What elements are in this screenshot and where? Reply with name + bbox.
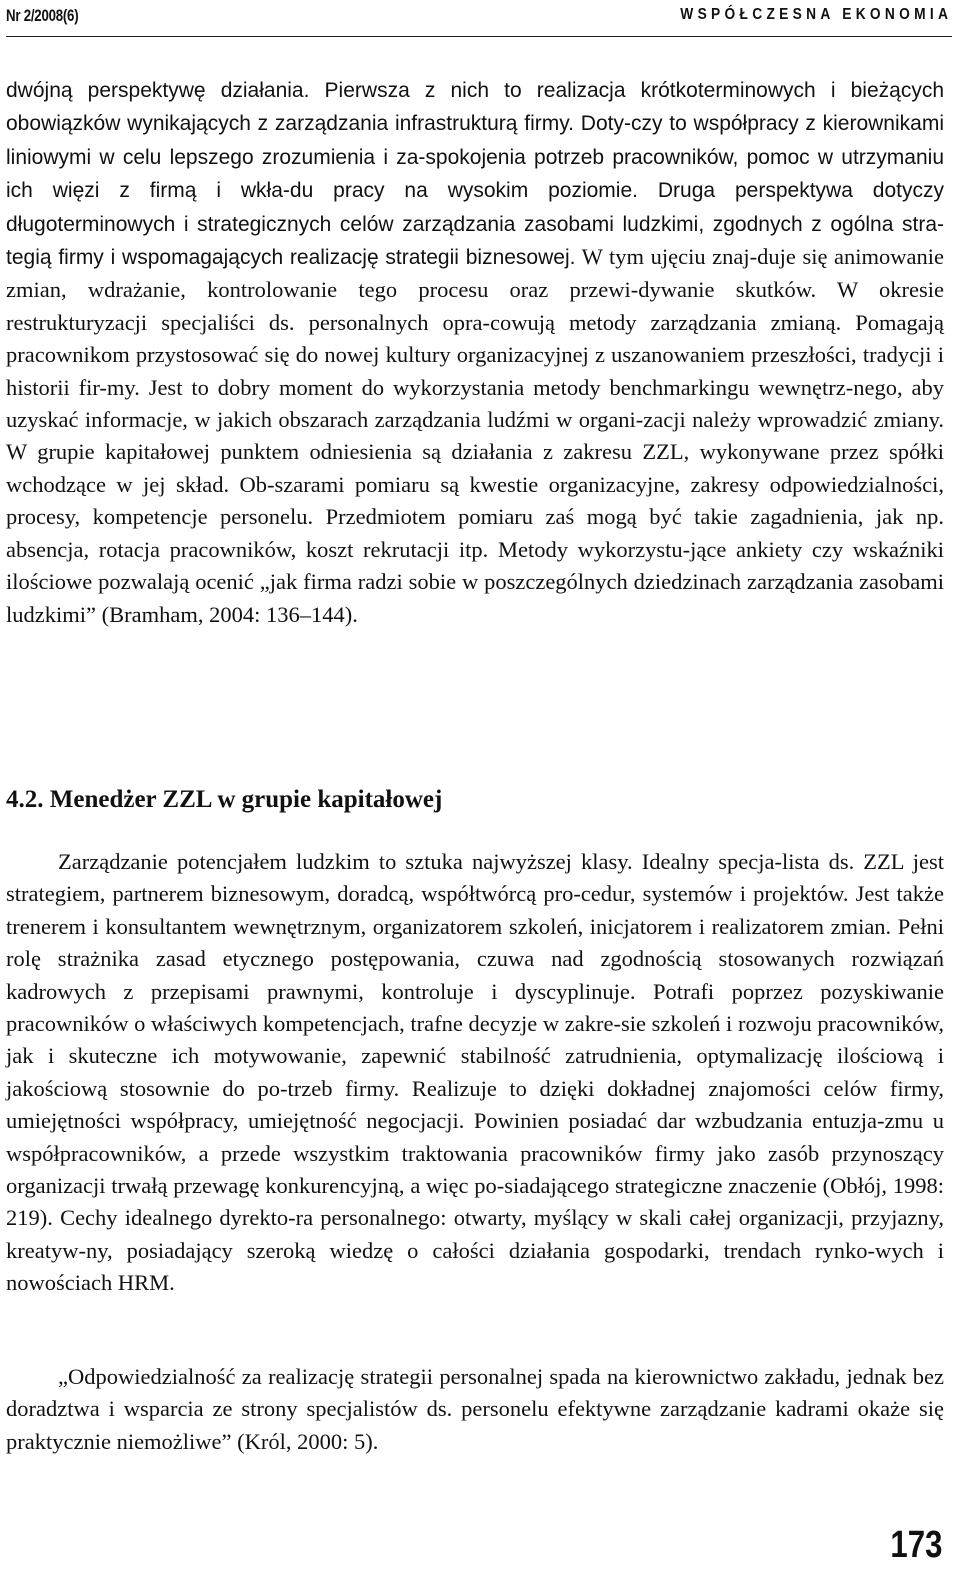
paragraph-2: Zarządzanie potencjałem ludzkim to sztuka najwyższej klasy. Idealny specja-lista ds. ZZL jest strategiem, partnerem biznesowym, doradcą, współtwórcą pro-cedur, systemów i projektów. Jest także trenerem i konsultantem wewnętrznym, organizatorem szkoleń, inicjatorem i realizatorem zmian. Pełni rolę strażnika zasad etycznego postępowania, czuwa nad zgodnością stosowanych rozwiązań kadrowych z przepisami prawnymi, kontroluje i dyscyplinuje. Potrafi poprzez pozyskiwanie pracowników o właściwych kompetencjach, trafne decyzje w zakre-sie szkoleń i rozwoju pracowników, jak i skuteczne ich motywowanie, zapewnić stabilność zatrudnienia, optymalizację ilościową i jakościową stosownie do po-trzeb firmy. Realizuje to dzięki dokładnej znajomości celów firmy, umiejętności współpracy, umiejętność negocjacji. Powinien posiadać dar wzbudzania entuzja-zmu u współpracowników, a przede wszystkim traktowania pracowników firmy jako zasób przynoszący organizacji trwałą przewagę konkurencyjną, a więc po-siadającego strategiczne znaczenie (Obłój, 1998: 219). Cechy idealnego dyrekto-ra personalnego: otwarty, myślący w skali całej organizacji, przyjazny, kreatyw-ny, posiadający szeroką wiedzę o całości działania gospodarki, trendach rynko-wych i nowościach HRM. (6, 849, 944, 1296)
paragraph-1-rest: W tym ujęciu znaj-duje się animowanie zmian, wdrażanie, kontrolowanie tego procesu oraz przewi-dywanie skutków. W okresie restrukturyzacji specjaliści ds. personalnych opra-cowują metody zarządzania zmianą. Pomagają pracownikom przystosować się do nowej kultury organizacyjnej z uszanowaniem przeszłości, tradycji i historii fir-my. Jest to dobry moment do wykorzystania metody benchmarkingu wewnętrz-nego, aby uzyskać informacje, w jakich obszarach zarządzania ludźmi w organi-zacji należy wprowadzić zmiany. W grupie kapitałowej punktem odniesienia są działania z zakresu ZZL, wykonywane przez spółki wchodzące w jej skład. Ob-szarami pomiaru są kwestie organizacyjne, zakresy odpowiedzialności, procesy, kompetencje personelu. Przedmiotem pomiaru zaś mogą być takie zagadnienia, jak np. absencja, rotacja pracowników, koszt rekrutacji itp. Metody wykorzystu-jące ankiety czy wskaźniki ilościowe pozwalają ocenić „jak firma radzi sobie w poszczególnych dziedzinach zarządzania zasobami ludzkimi” (Bramham, 2004: 136–144). (6, 244, 944, 627)
journal-issue: Nr 2/2008(6) (6, 6, 79, 25)
paragraph-1 (6, 74, 944, 631)
journal-name: WSPÓŁCZESNA EKONOMIA (679, 6, 952, 23)
section-heading: 4.2. Menedżer ZZL w grupie kapitałowej (6, 786, 443, 813)
paragraph-1-lead: dwójną perspektywę działania. Pierwsza z nich to realizacja krótkoterminowych i bieżących obowiązków wynikających z zarządzania infrastrukturą firmy. Doty-czy to współpracy z kierownikami liniowymi w celu lepszego zrozumienia i za-spokojenia potrzeb pracowników, pomoc w utrzymaniu ich więzi z firmą i wkła-du pracy na wysokim poziomie. Druga perspektywa dotyczy długoterminowych i strategicznych celów zarządzania zasobami ludzkimi, zgodnych z ogólna stra-tegią firmy i wspomagających realizację strategii biznesowej. (6, 79, 944, 270)
paragraph-3: „Odpowiedzialność za realizację strategii personalnej spada na kierownictwo zakładu, jednak bez doradztwa i wsparcia ze strony specjalistów ds. personelu efektywne zarządzanie kadrami okaże się praktycznie niemożliwe” (Król, 2000: 5). (6, 1364, 944, 1454)
header-rule (6, 36, 952, 37)
running-header (6, 2, 952, 32)
page-number: 173 (890, 1524, 942, 1566)
